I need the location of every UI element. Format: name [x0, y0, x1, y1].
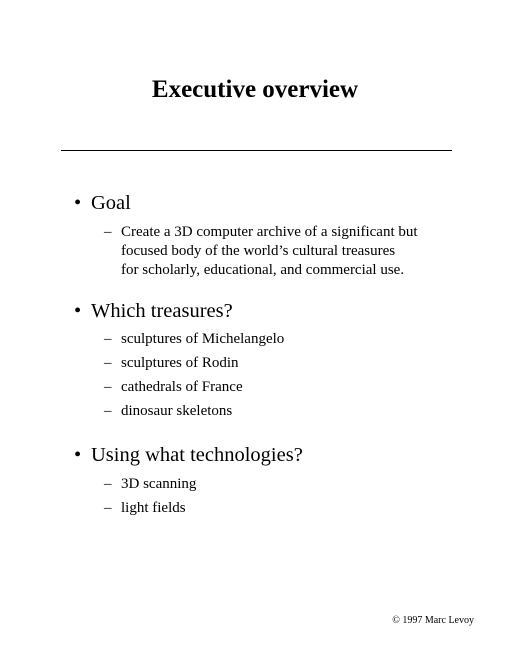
bullet-icon: • — [74, 300, 82, 322]
dash-icon: – — [104, 355, 112, 371]
copyright-notice: © 1997 Marc Levoy — [392, 615, 474, 626]
sub-item-text: sculptures of Michelangelo — [121, 331, 285, 347]
sub-item — [104, 499, 186, 518]
sub-item-text: cathedrals of France — [121, 379, 243, 395]
slide-title: Executive overview — [151, 76, 359, 103]
sub-item-text: 3D scanning — [121, 476, 197, 492]
title-divider — [61, 150, 452, 151]
sub-item — [104, 402, 232, 421]
sub-item-text: Create a 3D computer archive of a significant but focused body of the world’s cultural treasures for scholarly, educational, and commercial use. — [121, 224, 418, 278]
sub-item — [104, 378, 243, 397]
sub-item — [104, 330, 284, 349]
sub-item-text: light fields — [121, 500, 186, 516]
dash-icon: – — [104, 224, 112, 240]
dash-icon: – — [104, 500, 112, 516]
sub-item — [104, 475, 196, 494]
bullet-technologies — [74, 442, 303, 468]
sub-item-text: sculptures of Rodin — [121, 355, 239, 371]
dash-icon: – — [104, 331, 112, 347]
bullet-icon: • — [74, 192, 82, 214]
sub-item — [104, 354, 239, 373]
bullet-heading: Goal — [91, 192, 131, 214]
dash-icon: – — [104, 476, 112, 492]
bullet-goal — [74, 190, 131, 216]
bullet-icon: • — [74, 444, 82, 466]
bullet-heading: Using what technologies? — [91, 444, 303, 466]
bullet-which-treasures — [74, 298, 233, 324]
dash-icon: – — [104, 403, 112, 419]
dash-icon: – — [104, 379, 112, 395]
bullet-heading: Which treasures? — [91, 300, 233, 322]
sub-item — [104, 223, 418, 280]
sub-item-text: dinosaur skeletons — [121, 403, 233, 419]
